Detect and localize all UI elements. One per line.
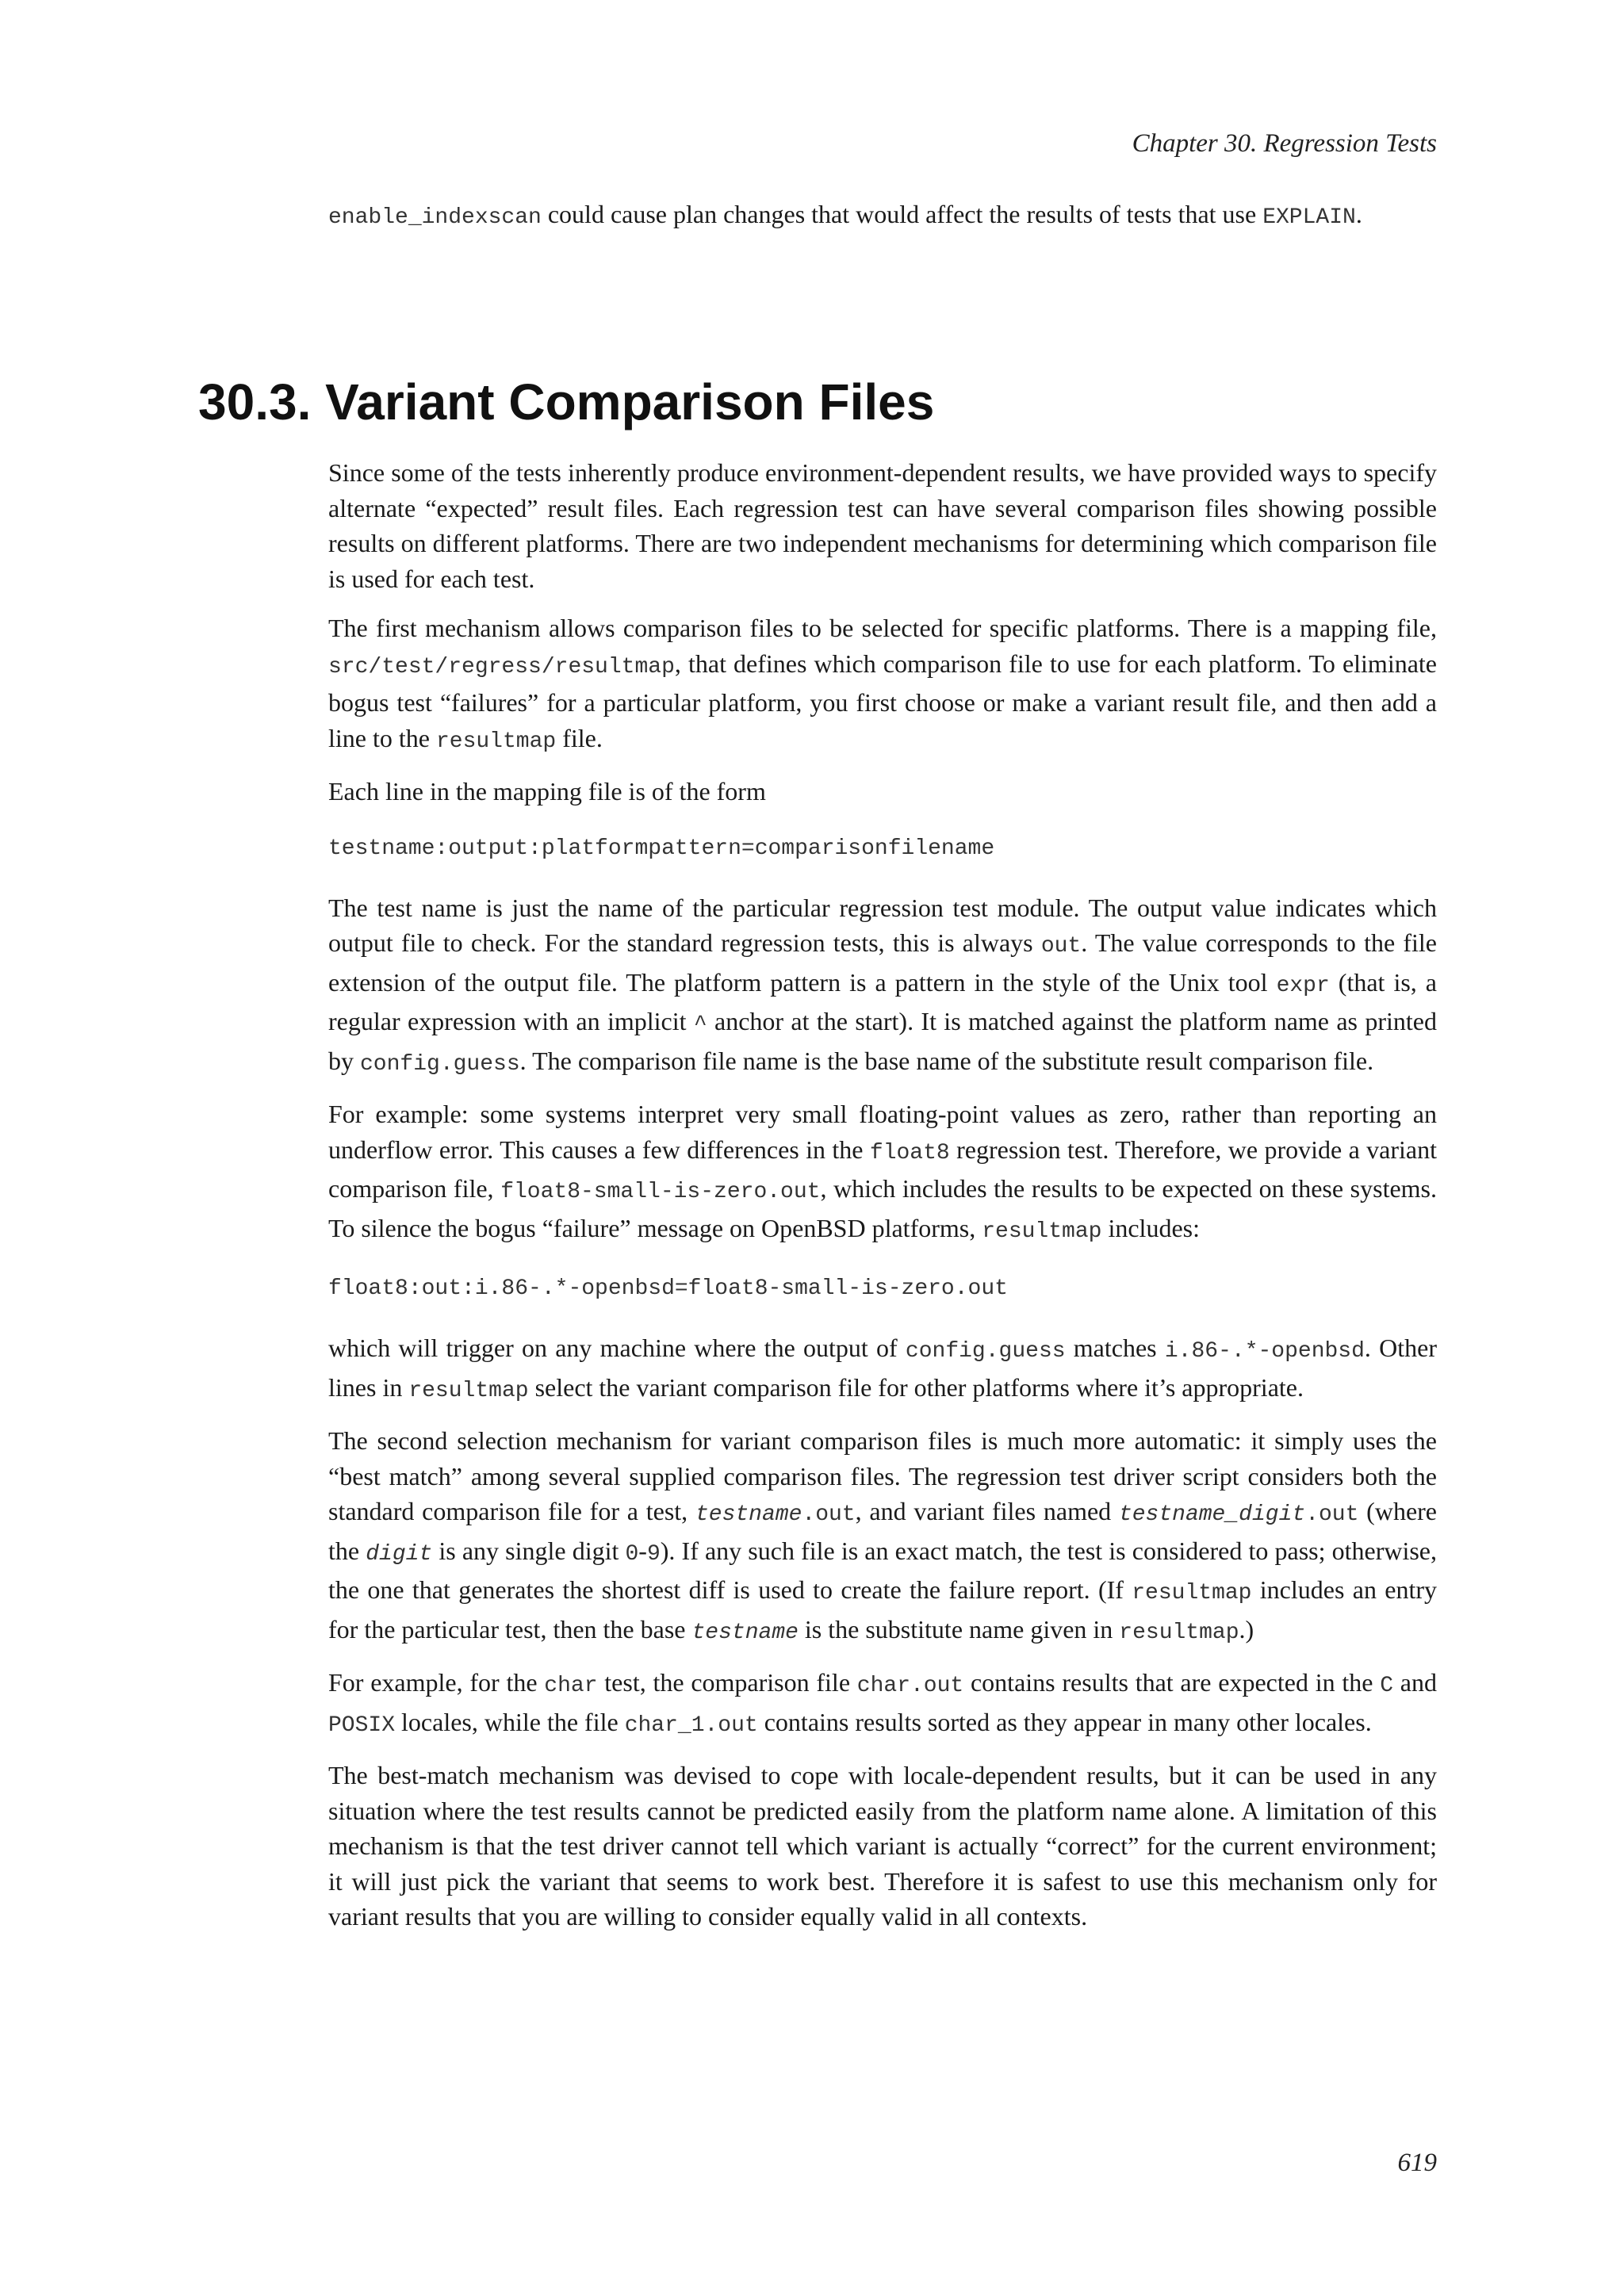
intro-paragraph: enable_indexscan could cause plan changes that would affect the results of tests that use EXPLAIN. [328,200,1362,230]
paragraph-4: The test name is just the name of the particular regression test module. The output value indicates which output file to check. For the standard regression tests, this is always out. The value corresponds to the file extension of the output file. The platform pattern is a pattern in the style of the Unix tool expr (that is, a regular expression with an implicit ^ anchor at the start). It is matched against the platform name as printed by config.guess. The comparison file name is the base name of the substitute result comparison file. [328,893,1438,1077]
paragraph-2: The first mechanism allows comparison files to be selected for specific platforms. There is a mapping file, src/test/regress/resultmap, that defines which comparison file to use for each platform. To eliminate bogus test “failures” for a particular platform, you first choose or make a variant result file, and then add a line to the resultmap file. [328,614,1437,754]
paragraph-7: The second selection mechanism for variant comparison files is much more automatic: it simply uses the “best match” among several supplied comparison files. The regression test driver script considers both the standard comparison file for a test, testname.out, and variant files named testname_digit.out (where the digit is any single digit 0-9). If any such file is an exact match, the test is considered to pass; otherwise, the one that generates the shortest diff is used to create the failure report. (If resultmap includes an entry for the particular test, then the base testname is the substitute name given in resultmap.) [328,1426,1438,1645]
paragraph-5: For example: some systems interpret very small floating-point values as zero, rather than reporting an underflow error. This causes a few differences in the float8 regression test. Therefore, we provide a variant comparison file, float8-small-is-zero.out, which includes the results to be expected on these systems. To silence the bogus “failure” message on OpenBSD platforms, resultmap includes: [328,1100,1438,1244]
section-title: 30.3. Variant Comparison Files [198,373,935,430]
paragraph-9: The best-match mechanism was devised to cope with locale-dependent results, but it can be used in any situation where the test results cannot be predicted easily from the platform name alone. A limitation of this mechanism is that the test driver cannot tell which variant is actually “correct” for the current environment; it will just pick the variant that seems to work best. Therefore it is safest to use this mechanism only for variant results that you are willing to consider equally valid in all contexts. [328,1761,1437,1931]
page-number: 619 [1397,2149,1437,2177]
inline-code: EXPLAIN [1262,205,1356,230]
running-head: Chapter 30. Regression Tests [1132,129,1437,158]
paragraph-8: For example, for the char test, the comparison file char.out contains results that are expected in the C and POSIX locales, while the file char_1.out contains results sorted as they appear in many other locales. [328,1668,1438,1738]
section-body [328,455,1437,1934]
paragraph-3: Each line in the mapping file is of the form [328,777,766,806]
paragraph-1: Since some of the tests inherently produce environment-dependent results, we have provided ways to specify alternate “expected” result files. Each regression test can have several comparison files showing possible results on different platforms. There are two independent mechanisms for determining which comparison file is used for each test. [328,458,1437,593]
code-block-resultmap-entry: float8:out:i.86-.*-openbsd=float8-small-is-zero.out [328,1276,1008,1301]
paragraph-6: which will trigger on any machine where the output of config.guess matches i.86-.*-openbsd. Other lines in resultmap select the variant comparison file for other platforms where it’s appropriate. [328,1334,1438,1403]
inline-code: enable_indexscan [328,205,542,230]
code-block-mapping-form: testname:output:platformpattern=comparisonfilename [328,836,995,861]
